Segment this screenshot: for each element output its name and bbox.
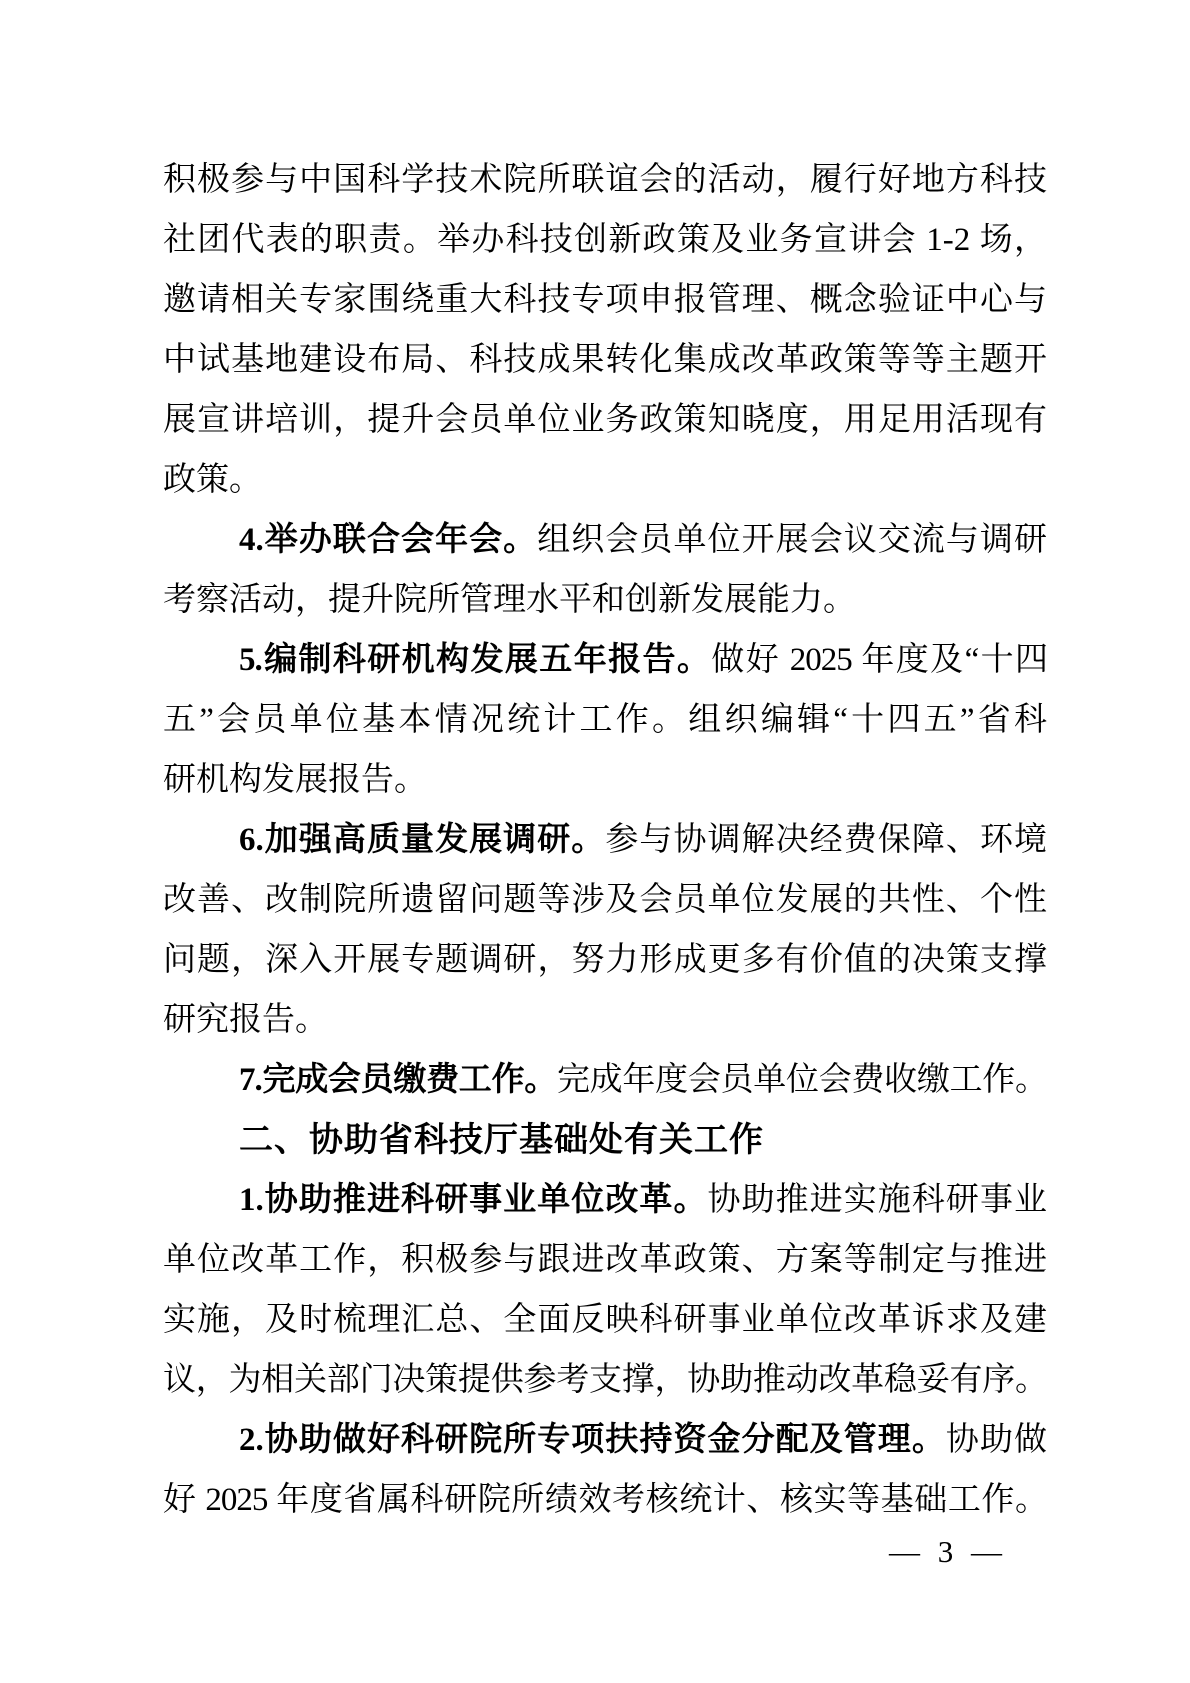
text-run: 展宣讲培训，提升会员单位业务政策知晓度，用足用活现有	[163, 402, 1047, 438]
text-run: 参与协调解决经费保障、环境	[605, 822, 1048, 858]
bold-run: 1.协助推进科研事业单位改革。	[239, 1182, 708, 1218]
text-run: 议，为相关部门决策提供参考支撑，协助推动改革稳妥有序。	[163, 1362, 1047, 1398]
text-run: 五”会员单位基本情况统计工作。组织编辑“十四五”省科	[163, 702, 1047, 738]
text-line	[163, 690, 1047, 750]
text-run: 积极参与中国科学技术院所联谊会的活动，履行好地方科技	[163, 162, 1047, 198]
text-run: 社团代表的职责。举办科技创新政策及业务宣讲会 1-2 场，	[163, 222, 1047, 258]
bold-run: 6.加强高质量发展调研。	[239, 822, 606, 858]
text-run: 协助做	[945, 1422, 1048, 1458]
text-line	[163, 1170, 1047, 1230]
text-run: 完成年度会员单位会费收缴工作。	[556, 1062, 1047, 1098]
text-line	[163, 870, 1047, 930]
text-line	[163, 330, 1047, 390]
text-line	[163, 150, 1047, 210]
text-line	[163, 1230, 1047, 1290]
text-line	[163, 810, 1047, 870]
text-run: 政策。	[163, 462, 262, 498]
bold-run: 二、协助省科技厅基础处有关工作	[239, 1121, 764, 1159]
text-run: 实施，及时梳理汇总、全面反映科研事业单位改革诉求及建	[163, 1302, 1047, 1338]
text-run: 中试基地建设布局、科技成果转化集成改革政策等等主题开	[163, 342, 1047, 378]
bold-run: 4.举办联合会年会。	[239, 522, 538, 558]
bold-run: 5.编制科研机构发展五年报告。	[239, 642, 712, 678]
text-line	[163, 1350, 1047, 1410]
text-run: 改善、改制院所遗留问题等涉及会员单位发展的共性、个性	[163, 882, 1047, 918]
text-line	[163, 1410, 1047, 1470]
document-body	[163, 150, 1047, 1530]
text-line	[163, 450, 1047, 510]
text-line	[163, 210, 1047, 270]
text-line	[163, 1470, 1047, 1530]
text-run: 协助推进实施科研事业	[707, 1182, 1048, 1218]
text-line	[163, 1050, 1047, 1110]
text-run: 邀请相关专家围绕重大科技专项申报管理、概念验证中心与	[163, 282, 1047, 318]
bold-run: 2.协助做好科研院所专项扶持资金分配及管理。	[239, 1422, 946, 1458]
text-run: 做好 2025 年度及“十四	[711, 642, 1048, 678]
text-run: 研究报告。	[163, 1002, 328, 1038]
text-run: 问题，深入开展专题调研，努力形成更多有价值的决策支撑	[163, 942, 1047, 978]
section-heading	[163, 1110, 1047, 1170]
text-run: 组织会员单位开展会议交流与调研	[537, 522, 1048, 558]
text-run: 研机构发展报告。	[163, 762, 427, 798]
text-line	[163, 390, 1047, 450]
page-number: — 3 —	[889, 1534, 1007, 1569]
text-line	[163, 1290, 1047, 1350]
text-line	[163, 570, 1047, 630]
text-run: 好 2025 年度省属科研院所绩效考核统计、核实等基础工作。	[163, 1482, 1047, 1518]
text-line	[163, 990, 1047, 1050]
text-line	[163, 930, 1047, 990]
text-line	[163, 270, 1047, 330]
text-line	[163, 630, 1047, 690]
text-line	[163, 750, 1047, 810]
bold-run: 7.完成会员缴费工作。	[239, 1062, 557, 1098]
text-run: 考察活动，提升院所管理水平和创新发展能力。	[163, 582, 856, 618]
text-run: 单位改革工作，积极参与跟进改革政策、方案等制定与推进	[163, 1242, 1047, 1278]
text-line	[163, 510, 1047, 570]
